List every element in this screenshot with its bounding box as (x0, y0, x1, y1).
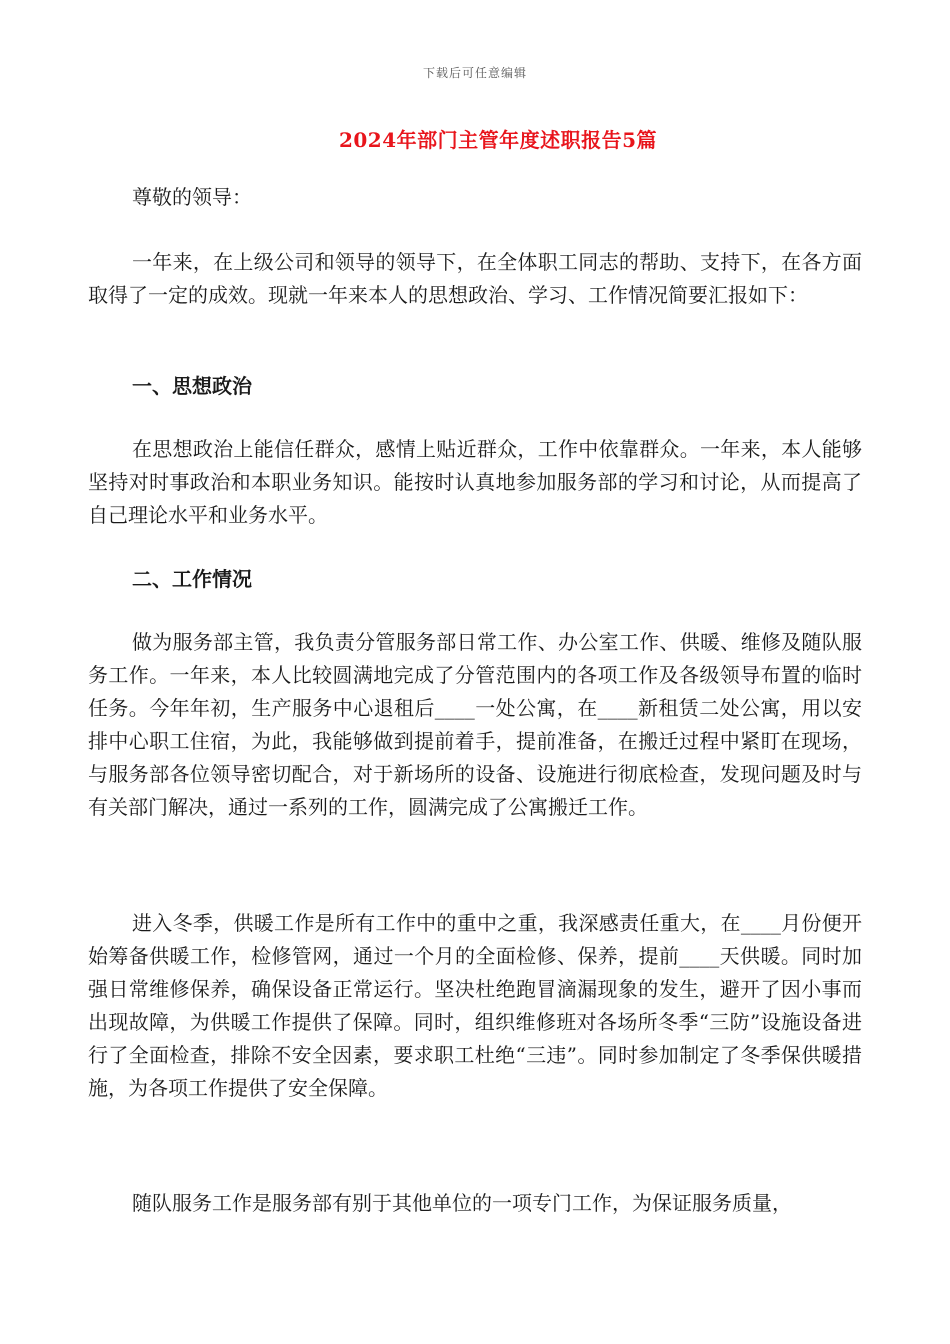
section-ideology-paragraph: 在思想政治上能信任群众，感情上贴近群众，工作中依靠群众。一年来，本人能够坚持对时事政治和本职业务知识。能按时认真地参加服务部的学习和讨论，从而提高了自己理论水平和业务水平。 (88, 437, 862, 527)
section-work-paragraph-3: 随队服务工作是服务部有别于其他单位的一项专门工作，为保证服务质量， (132, 1191, 792, 1215)
section-work-paragraph-1: 做为服务部主管，我负责分管服务部日常工作、办公室工作、供暖、维修及随队服务工作。一年来，本人比较圆满地完成了分管范围内的各项工作及各级领导布置的临时任务。今年年初，生产服务中心退租后____一处公寓，在____新租赁二处公寓，用以安排中心职工住宿，为此，我能够做到提前着手，提前准备，在搬迁过程中紧盯在现场，与服务部各位领导密切配合，对于新场所的设备、设施进行彻底检查，发现问题及时与有关部门解决，通过一系列的工作，圆满完成了公寓搬迁工作。 (88, 630, 862, 819)
document-title: 2024年部门主管年度述职报告5篇 (338, 128, 658, 152)
section-heading-work: 二、工作情况 (132, 567, 252, 591)
header-note: 下载后可任意编辑 (422, 66, 527, 80)
section-work-paragraph-2: 进入冬季，供暖工作是所有工作中的重中之重，我深感责任重大，在____月份便开始筹备供暖工作，检修管网，通过一个月的全面检修、保养，提前____天供暖。同时加强日常维修保养，确保设备正常运行。坚决杜绝跑冒滴漏现象的发生，避开了因小事而出现故障，为供暖工作提供了保障。同时，组织维修班对各场所冬季“三防”设施设备进行了全面检查，排除不安全因素，要求职工杜绝“三违”。同时参加制定了冬季保供暖措施，为各项工作提供了安全保障。 (88, 911, 862, 1100)
salutation: 尊敬的领导： (132, 185, 252, 209)
section-heading-ideology: 一、思想政治 (132, 374, 252, 398)
intro-paragraph: 一年来，在上级公司和领导的领导下，在全体职工同志的帮助、支持下，在各方面取得了一定的成效。现就一年来本人的思想政治、学习、工作情况简要汇报如下： (88, 250, 862, 307)
